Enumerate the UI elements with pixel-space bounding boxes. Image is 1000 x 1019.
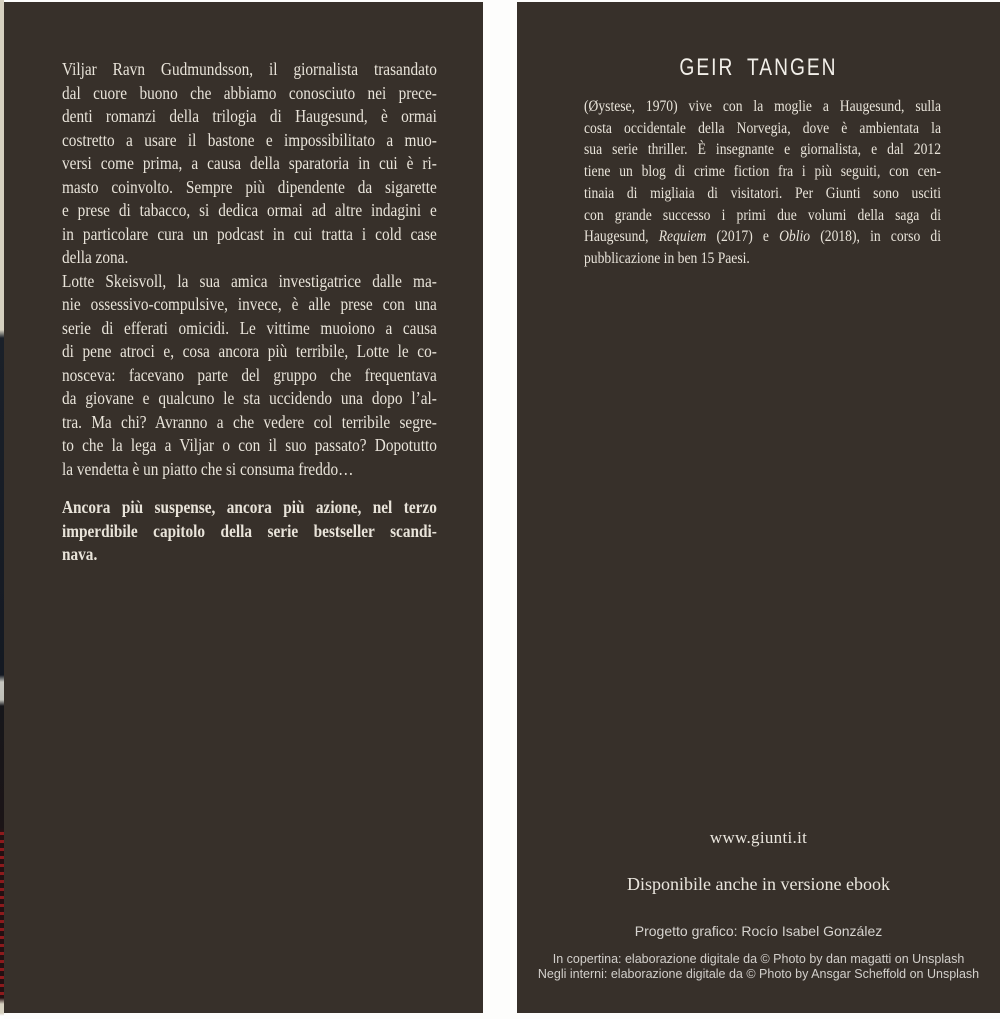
- synopsis-line: la vendetta è un piatto che si consuma freddo…: [62, 458, 354, 479]
- design-credit: Progetto grafico: Rocío Isabel González: [634, 923, 883, 939]
- author-bio: [584, 96, 941, 270]
- synopsis-line: denti romanzi della trilogia di Haugesund, è ormai: [62, 106, 437, 126]
- bio-line: costa occidentale della Norvegia, dove è ambientata la: [584, 119, 941, 137]
- bio-line: tiene un blog di crime fiction fra i più seguiti, con cen-: [584, 163, 941, 181]
- bio-line: con grande successo i primi due volumi della saga di: [584, 206, 941, 224]
- synopsis-line: della zona.: [62, 247, 129, 267]
- tagline-line: imperdibile capitolo della serie bestseller scandi-: [62, 520, 437, 541]
- bio-line: sua serie thriller. È insegnante e giornalista, e dal 2012: [584, 141, 941, 159]
- publisher-website: www.giunti.it: [709, 828, 808, 847]
- bio-line: tinaia di migliaia di visitatori. Per Giunti sono usciti: [584, 184, 941, 202]
- bio-line: (Øystese, 1970) vive con la moglie a Haugesund, sulla: [584, 98, 941, 115]
- synopsis-line: to che la lega a Viljar o con il suo passato? Dopotutto: [62, 435, 437, 455]
- synopsis-line: Lotte Skeisvoll, la sua amica investigatrice dalle ma-: [62, 270, 437, 291]
- synopsis-line: nie ossessivo-compulsive, invece, è alle prese con una: [62, 294, 437, 314]
- bio-line: pubblicazione in ben 15 Paesi.: [584, 249, 750, 267]
- cover-photo-credit: In copertina: elaborazione digitale da © Photo by dan magatti on Unsplash: [552, 952, 965, 966]
- synopsis-line: masto coinvolto. Sempre più dipendente da sigarette: [62, 176, 437, 197]
- synopsis-line: in particolare cura un podcast in cui tratta i cold case: [62, 223, 437, 244]
- synopsis-line: serie di efferati omicidi. Le vittime muoiono a causa: [62, 317, 437, 338]
- synopsis-paragraph-2: [62, 270, 437, 482]
- synopsis-line: dal cuore buono che abbiamo conosciuto nei prece-: [62, 82, 437, 103]
- back-flap-panel: [517, 2, 1000, 1013]
- tagline-line: Ancora più suspense, ancora più azione, nel terzo: [62, 497, 437, 517]
- synopsis-line: da giovane e qualcuno le sta uccidendo una dopo l’al-: [62, 388, 437, 408]
- bio-line: Haugesund, Requiem (2017) e Oblio (2018), in corso di: [584, 228, 942, 246]
- synopsis-line: tra. Ma chi? Avranno a che vedere col terribile segre-: [62, 411, 437, 432]
- synopsis-paragraph-1: [62, 58, 437, 270]
- synopsis-line: versi come prima, a causa della sparatoria in cui è ri-: [62, 153, 437, 173]
- synopsis-text: [62, 58, 437, 567]
- synopsis-line: e prese di tabacco, si dedica ormai ad altre indagini e: [62, 200, 437, 220]
- author-name-heading: GEIR TANGEN: [679, 54, 838, 81]
- interior-photo-credit: Negli interni: elaborazione digitale da © Photo by Ansgar Scheffold on Unsplash: [537, 966, 980, 981]
- tagline-paragraph: [62, 496, 437, 567]
- tagline-line: nava.: [62, 544, 98, 564]
- synopsis-line: costretto a usare il bastone e impossibilitato a muo-: [62, 129, 437, 150]
- synopsis-line: nosceva: facevano parte del gruppo che frequentava: [62, 364, 437, 385]
- synopsis-line: Viljar Ravn Gudmundsson, il giornalista trasandato: [62, 59, 437, 79]
- ebook-availability-note: Disponibile anche in versione ebook: [627, 874, 890, 894]
- front-flap-panel: [4, 2, 483, 1013]
- synopsis-line: di pene atroci e, cosa ancora più terribile, Lotte le co-: [62, 341, 437, 361]
- photo-credits: [517, 952, 1000, 982]
